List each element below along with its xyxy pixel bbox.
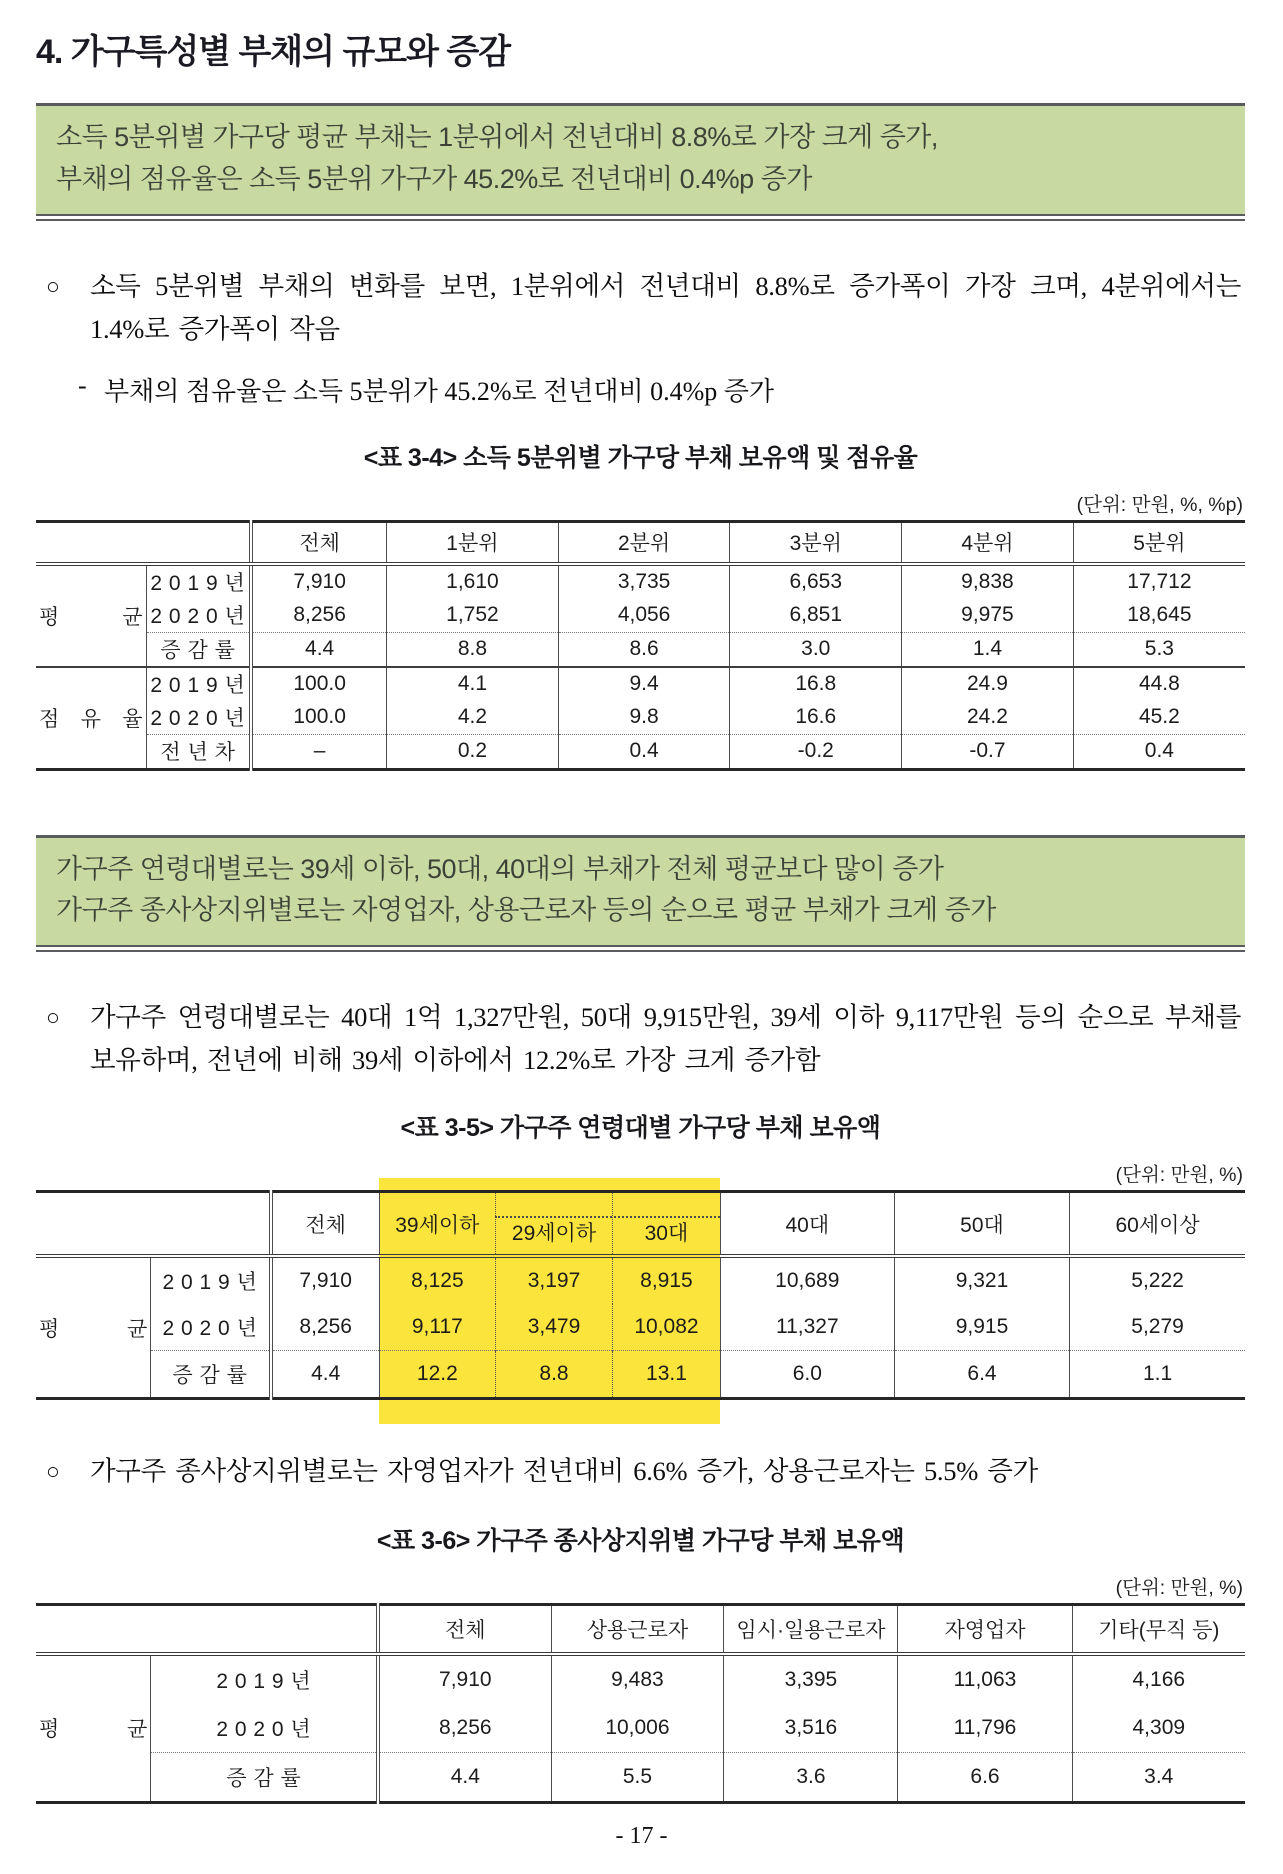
row-group-label: 평 균 [39,605,143,629]
table-cell: 5,222 [1070,1256,1245,1304]
summary-line: 가구주 종사상지위별로는 자영업자, 상용근로자 등의 순으로 평균 부채가 크게 증가 [56,895,996,926]
table-cell: 16.8 [730,667,902,701]
column-header: 2분위 [558,521,730,564]
table-cell: 9,975 [902,599,1074,633]
table-header-row [36,1192,1245,1257]
bullet-income-quintile [46,265,1241,351]
bullet-age-group [46,996,1241,1082]
empty-header-cell [36,1604,378,1654]
column-header: 39세이하 [379,1192,495,1257]
table-cell: -0.2 [730,734,902,769]
dash-bullet-icon: - [78,370,87,400]
bullet-text: 가구주 종사상지위별로는 자영업자가 전년대비 6.6% 증가, 상용근로자는 5.5% 증가 [90,1456,1038,1487]
table-cell: 24.9 [902,667,1074,701]
empty-header-cell [36,1192,271,1257]
summary-box-age-status [36,835,1245,953]
summary-line: 소득 5분위별 가구당 평균 부채는 1분위에서 전년대비 8.8%로 가장 크게 증가, [56,122,938,152]
table-cell: 8,256 [378,1704,551,1753]
table-cell: 12.2 [379,1351,495,1399]
table-cell: 6,851 [730,599,902,633]
table-3-5-wrapper [36,1190,1245,1400]
table-3-6 [36,1603,1245,1804]
table-cell: 100.0 [251,667,386,701]
table-cell: 0.2 [387,734,559,769]
table-3-5 [36,1190,1245,1400]
table-row [36,1752,1245,1802]
table-cell: 0.4 [1073,734,1245,769]
table-cell: 4.4 [251,632,386,667]
table-header-row [36,521,1245,564]
table-cell: 3,395 [724,1654,898,1704]
table-cell: 17,712 [1073,564,1245,599]
table-cell: 7,910 [251,564,386,599]
table-cell: 4,309 [1072,1704,1245,1753]
row-label: 2 0 1 9 년 [151,1256,271,1304]
row-group-label: 점 유 율 [36,667,146,770]
table-cell: 8.8 [495,1351,612,1399]
table-row [36,1704,1245,1753]
table-cell: 8,256 [251,599,386,633]
bullet-text: 가구주 연령대별로는 40대 1억 1,327만원, 50대 9,915만원, 39세 이하 9,117만원 등의 순으로 부채를 보유하며, 전년에 비해 39세 이하에서 12.2%로 가장 크게 증가함 [90,1002,1241,1076]
table-cell: 1.1 [1070,1351,1245,1399]
column-header: 30대 [613,1192,721,1257]
table-row [36,632,1245,667]
table-cell: 44.8 [1073,667,1245,701]
table-row [36,599,1245,633]
table-cell: 3.6 [724,1752,898,1802]
table-cell: 4.2 [387,701,559,735]
row-label: 2 0 1 9 년 [146,564,251,599]
summary-line: 가구주 연령대별로는 39세 이하, 50대, 40대의 부채가 전체 평균보다 많이 증가 [56,853,944,884]
table-cell: 5.3 [1073,632,1245,667]
table-3-4-unit: (단위: 만원, %, %p) [1076,493,1243,516]
column-header: 자영업자 [898,1604,1072,1654]
table-cell: 3,197 [495,1256,612,1304]
column-header: 5분위 [1073,521,1245,564]
table-3-4 [36,520,1245,771]
table-3-5-unit: (단위: 만원, %) [1115,1164,1243,1187]
table-cell: 3.0 [730,632,902,667]
table-3-4-caption: <표 3-4> 소득 5분위별 가구당 부채 보유액 및 점유율 [363,443,918,472]
table-cell: 10,006 [551,1704,724,1753]
table-cell: -0.7 [902,734,1074,769]
circle-bullet-icon: ○ [46,1459,60,1485]
table-cell: 3,479 [495,1304,612,1351]
table-row [36,734,1245,769]
table-cell: 6.4 [894,1351,1069,1399]
table-cell: 16.6 [730,701,902,735]
table-cell: 7,910 [378,1654,551,1704]
table-cell: 8,125 [379,1256,495,1304]
table-row [36,1304,1245,1351]
row-group-label: 평 균 [39,1718,148,1742]
row-label: 2 0 1 9 년 [146,667,251,701]
table-row [36,1351,1245,1399]
circle-bullet-icon: ○ [46,1005,60,1031]
page-title: 4. 가구특성별 부채의 규모와 증감 [36,33,511,71]
table-3-6-unit: (단위: 만원, %) [1115,1576,1243,1599]
table-cell: 4,056 [558,599,730,633]
table-cell: 45.2 [1073,701,1245,735]
table-cell: 7,910 [271,1256,380,1304]
summary-line: 부채의 점유율은 소득 5분위 가구가 45.2%로 전년대비 0.4%p 증가 [56,163,812,194]
table-header-row [36,1604,1245,1654]
column-header: 기타(무직 등) [1072,1604,1245,1654]
table-3-6-caption: <표 3-6> 가구주 종사상지위별 가구당 부채 보유액 [376,1526,905,1555]
table-row [36,564,1245,599]
table-cell: 100.0 [251,701,386,735]
table-cell: 8,915 [613,1256,721,1304]
table-cell: 8,256 [271,1304,380,1351]
column-header: 임시·일용근로자 [724,1604,898,1654]
table-cell: 6.6 [898,1752,1072,1802]
table-row [36,1654,1245,1704]
table-cell: 13.1 [613,1351,721,1399]
column-header: 1분위 [387,521,559,564]
column-header: 3분위 [730,521,902,564]
table-cell: 6,653 [730,564,902,599]
table-cell: 3,516 [724,1704,898,1753]
row-label: 증 감 률 [151,1351,271,1399]
subheader-dotted-line [495,1216,720,1218]
table-cell: 11,327 [720,1304,894,1351]
column-header: 40대 [720,1192,894,1257]
column-header: 50대 [894,1192,1069,1257]
empty-header-cell [36,521,251,564]
subbullet-debt-share [78,371,1241,408]
row-label: 2 0 1 9 년 [151,1654,378,1704]
column-header: 전체 [378,1604,551,1654]
column-header: 전체 [251,521,386,564]
table-cell: 4.4 [271,1351,380,1399]
table-cell: 3,735 [558,564,730,599]
column-header: 4분위 [902,521,1074,564]
table-cell: 1,610 [387,564,559,599]
table-cell: 3.4 [1072,1752,1245,1802]
row-label: 증 감 률 [146,632,251,667]
table-cell: 4.4 [378,1752,551,1802]
table-cell: 8.6 [558,632,730,667]
column-header: 29세이하 [495,1192,612,1257]
table-cell: 4,166 [1072,1654,1245,1704]
summary-box-income-quintile [36,103,1245,221]
table-cell: 9,483 [551,1654,724,1704]
subbullet-text: 부채의 점유율은 소득 5분위가 45.2%로 전년대비 0.4%p 증가 [104,376,775,406]
bullet-text: 소득 5분위별 부채의 변화를 보면, 1분위에서 전년대비 8.8%로 증가폭이 가장 크며, 4분위에서는 1.4%로 증가폭이 작음 [90,270,1241,344]
column-header: 전체 [271,1192,380,1257]
table-cell: 9,838 [902,564,1074,599]
bullet-employment-status [46,1450,1241,1493]
table-cell: 9,321 [894,1256,1069,1304]
table-row [36,667,1245,701]
table-cell: 9.4 [558,667,730,701]
table-cell: 11,063 [898,1654,1072,1704]
table-cell: 6.0 [720,1351,894,1399]
table-cell: 5,279 [1070,1304,1245,1351]
table-cell: 4.1 [387,667,559,701]
table-cell: 10,689 [720,1256,894,1304]
table-cell: 9.8 [558,701,730,735]
table-cell: 9,117 [379,1304,495,1351]
row-label: 전 년 차 [146,734,251,769]
table-cell: 9,915 [894,1304,1069,1351]
table-row [36,1256,1245,1304]
column-header: 상용근로자 [551,1604,724,1654]
table-cell: 10,082 [613,1304,721,1351]
table-cell: 18,645 [1073,599,1245,633]
table-cell: 5.5 [551,1752,724,1802]
circle-bullet-icon: ○ [46,273,60,299]
table-cell: 24.2 [902,701,1074,735]
table-cell: 0.4 [558,734,730,769]
table-cell: – [251,734,386,769]
row-label: 증 감 률 [151,1752,378,1802]
column-header: 60세이상 [1070,1192,1245,1257]
row-group-label: 평 균 [39,1317,148,1341]
table-cell: 8.8 [387,632,559,667]
table-cell: 11,796 [898,1704,1072,1753]
row-label: 2 0 2 0 년 [146,701,251,735]
table-3-5-caption: <표 3-5> 가구주 연령대별 가구당 부채 보유액 [400,1114,881,1143]
row-label: 2 0 2 0 년 [151,1704,378,1753]
table-row [36,701,1245,735]
table-cell: 1,752 [387,599,559,633]
row-label: 2 0 2 0 년 [146,599,251,633]
row-label: 2 0 2 0 년 [151,1304,271,1351]
table-cell: 1.4 [902,632,1074,667]
page-number: - 17 - [615,1823,668,1849]
